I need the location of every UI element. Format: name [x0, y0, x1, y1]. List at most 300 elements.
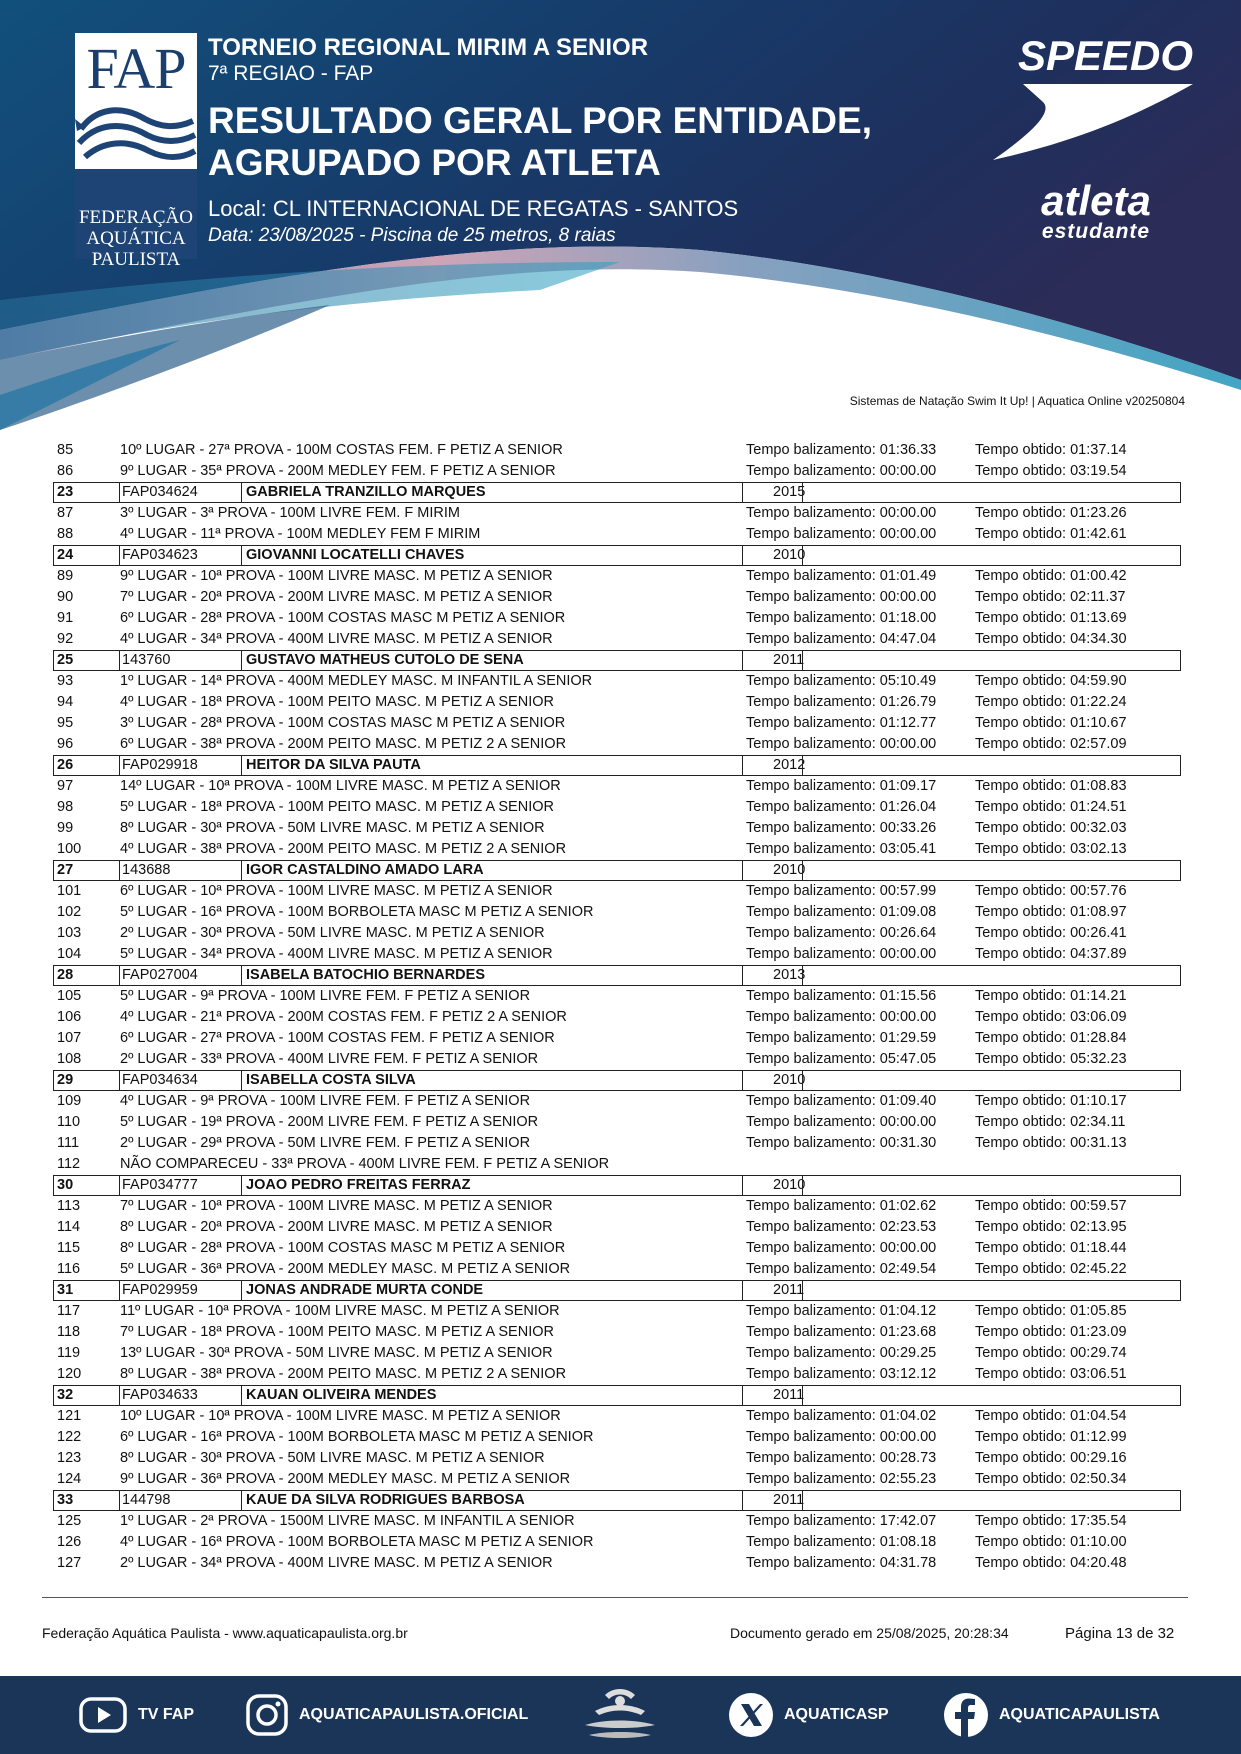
seed-time: Tempo balizamento: 04:31.78	[746, 1555, 937, 1571]
speedo-logo-text: SPEEDO	[1017, 32, 1193, 79]
seed-time: Tempo balizamento: 01:08.18	[746, 1534, 937, 1550]
result-number: 100	[57, 841, 82, 857]
result-number: 86	[57, 463, 74, 479]
athlete-row-spacer	[802, 1386, 803, 1405]
final-time: Tempo obtido: 01:00.42	[975, 568, 1127, 584]
result-row	[53, 1532, 1181, 1553]
tournament-name: TORNEIO REGIONAL MIRIM A SENIOR	[208, 34, 649, 61]
result-number: 117	[57, 1303, 81, 1319]
final-time: Tempo obtido: 01:22.24	[975, 694, 1127, 710]
seed-time: Tempo balizamento: 01:29.59	[746, 1030, 937, 1046]
result-row	[53, 944, 1181, 965]
result-row	[53, 1196, 1181, 1217]
x-twitter-icon	[728, 1692, 774, 1738]
result-number: 88	[57, 526, 74, 542]
athlete-number: 27	[57, 862, 74, 878]
result-number: 106	[57, 1009, 82, 1025]
result-description: 4º LUGAR - 21ª PROVA - 200M COSTAS FEM. F PETIZ 2 A SENIOR	[120, 1009, 567, 1025]
seed-time: Tempo balizamento: 01:15.56	[746, 988, 937, 1004]
result-number: 118	[57, 1324, 81, 1340]
athlete-header-row	[53, 1070, 1181, 1091]
final-time: Tempo obtido: 00:29.16	[975, 1450, 1127, 1466]
result-row	[53, 1133, 1181, 1154]
youtube-icon	[78, 1690, 128, 1740]
final-time: Tempo obtido: 01:23.09	[975, 1324, 1127, 1340]
speedo-boomerang-icon	[993, 32, 1203, 166]
athlete-registration: 143760	[119, 651, 170, 670]
result-description: 2º LUGAR - 33ª PROVA - 400M LIVRE FEM. F PETIZ A SENIOR	[120, 1051, 539, 1067]
result-row	[53, 1238, 1181, 1259]
result-row	[53, 818, 1181, 839]
result-description: 6º LUGAR - 38ª PROVA - 200M PEITO MASC. M PETIZ 2 A SENIOR	[120, 736, 567, 752]
seed-time: Tempo balizamento: 00:00.00	[746, 1009, 937, 1025]
seed-time: Tempo balizamento: 01:18.00	[746, 610, 937, 626]
athlete-header-row	[53, 965, 1181, 986]
seed-time: Tempo balizamento: 01:09.17	[746, 778, 937, 794]
fap-logo-subtitle	[75, 169, 197, 270]
result-description: 8º LUGAR - 30ª PROVA - 50M LIVRE MASC. M PETIZ A SENIOR	[120, 1450, 545, 1466]
result-number: 111	[57, 1135, 80, 1151]
result-description: 4º LUGAR - 11ª PROVA - 100M MEDLEY FEM F MIRIM	[120, 526, 481, 542]
report-title	[208, 100, 872, 184]
final-time: Tempo obtido: 00:26.41	[975, 925, 1127, 941]
result-row	[53, 1112, 1181, 1133]
athlete-header-row	[53, 1490, 1181, 1511]
result-number: 114	[57, 1219, 81, 1235]
athlete-header-row	[53, 482, 1181, 503]
athlete-row-spacer	[802, 1281, 803, 1300]
seed-time: Tempo balizamento: 01:02.62	[746, 1198, 937, 1214]
final-time: Tempo obtido: 02:57.09	[975, 736, 1127, 752]
result-row	[53, 1406, 1181, 1427]
seed-time: Tempo balizamento: 00:00.00	[746, 505, 937, 521]
seed-time: Tempo balizamento: 00:00.00	[746, 463, 937, 479]
athlete-birth-year: 2012	[742, 756, 802, 775]
final-time: Tempo obtido: 05:32.23	[975, 1051, 1127, 1067]
final-time: Tempo obtido: 01:28.84	[975, 1030, 1127, 1046]
result-number: 99	[57, 820, 74, 836]
result-row	[53, 881, 1181, 902]
result-number: 124	[57, 1471, 82, 1487]
athlete-birth-year: 2010	[742, 1071, 802, 1090]
result-number: 120	[57, 1366, 82, 1382]
athlete-number: 30	[57, 1177, 74, 1193]
final-time: Tempo obtido: 03:02.13	[975, 841, 1127, 857]
result-description: 7º LUGAR - 10ª PROVA - 100M LIVRE MASC. M PETIZ A SENIOR	[120, 1198, 553, 1214]
result-row	[53, 461, 1181, 482]
result-description: 4º LUGAR - 16ª PROVA - 100M BORBOLETA MASC M PETIZ A SENIOR	[120, 1534, 594, 1550]
social-youtube-label: TV FAP	[138, 1706, 195, 1723]
seed-time: Tempo balizamento: 00:57.99	[746, 883, 937, 899]
result-number: 110	[57, 1114, 81, 1130]
result-description: 7º LUGAR - 18ª PROVA - 100M PEITO MASC. M PETIZ A SENIOR	[120, 1324, 554, 1340]
result-row	[53, 440, 1181, 461]
result-description: 10º LUGAR - 27ª PROVA - 100M COSTAS FEM. F PETIZ A SENIOR	[120, 442, 563, 458]
result-row	[53, 524, 1181, 545]
final-time: Tempo obtido: 03:06.51	[975, 1366, 1127, 1382]
results-table	[53, 440, 1181, 1574]
software-version: Sistemas de Natação Swim It Up! | Aquatica Online v20250804	[849, 394, 1185, 408]
seed-time: Tempo balizamento: 01:23.68	[746, 1324, 937, 1340]
result-row	[53, 713, 1181, 734]
region-name: 7ª REGIAO - FAP	[208, 62, 374, 85]
athlete-registration: FAP034624	[119, 483, 198, 502]
result-row	[53, 839, 1181, 860]
final-time: Tempo obtido: 01:10.00	[975, 1534, 1127, 1550]
athlete-birth-year: 2011	[742, 1386, 802, 1405]
result-description: 6º LUGAR - 28ª PROVA - 100M COSTAS MASC M PETIZ A SENIOR	[120, 610, 566, 626]
result-description: 8º LUGAR - 38ª PROVA - 200M PEITO MASC. M PETIZ 2 A SENIOR	[120, 1366, 567, 1382]
seed-time: Tempo balizamento: 00:00.00	[746, 946, 937, 962]
athlete-name: ISABELA BATOCHIO BERNARDES	[241, 966, 742, 985]
social-youtube[interactable]	[78, 1676, 194, 1754]
result-number: 127	[57, 1555, 82, 1571]
seed-time: Tempo balizamento: 01:04.12	[746, 1303, 937, 1319]
seed-time: Tempo balizamento: 00:28.73	[746, 1450, 937, 1466]
athlete-birth-year: 2011	[742, 651, 802, 670]
athlete-name: JOAO PEDRO FREITAS FERRAZ	[241, 1176, 742, 1195]
result-row	[53, 1322, 1181, 1343]
athlete-number: 25	[57, 652, 74, 668]
result-number: 93	[57, 673, 74, 689]
result-number: 89	[57, 568, 74, 584]
final-time: Tempo obtido: 01:14.21	[975, 988, 1127, 1004]
athlete-number: 24	[57, 547, 74, 563]
seed-time: Tempo balizamento: 00:00.00	[746, 589, 937, 605]
fap-logo-text: FAP	[86, 36, 186, 101]
result-number: 109	[57, 1093, 82, 1109]
result-row	[53, 629, 1181, 650]
result-description: 10º LUGAR - 10ª PROVA - 100M LIVRE MASC. M PETIZ A SENIOR	[120, 1408, 561, 1424]
fap-logo	[75, 33, 197, 270]
result-number: 91	[57, 610, 74, 626]
athlete-header-row	[53, 545, 1181, 566]
seed-time: Tempo balizamento: 01:36.33	[746, 442, 937, 458]
final-time: Tempo obtido: 01:04.54	[975, 1408, 1127, 1424]
seed-time: Tempo balizamento: 01:09.08	[746, 904, 937, 920]
result-number: 94	[57, 694, 74, 710]
result-description: 8º LUGAR - 28ª PROVA - 100M COSTAS MASC M PETIZ A SENIOR	[120, 1240, 566, 1256]
result-number: 97	[57, 778, 74, 794]
athlete-registration: FAP029918	[119, 756, 198, 775]
final-time: Tempo obtido: 00:59.57	[975, 1198, 1127, 1214]
final-time: Tempo obtido: 01:12.99	[975, 1429, 1127, 1445]
athlete-birth-year: 2013	[742, 966, 802, 985]
result-number: 113	[57, 1198, 81, 1214]
seed-time: Tempo balizamento: 01:04.02	[746, 1408, 937, 1424]
athlete-number: 32	[57, 1387, 74, 1403]
athlete-birth-year: 2010	[742, 861, 802, 880]
report-title-line2: AGRUPADO POR ATLETA	[208, 142, 661, 183]
final-time: Tempo obtido: 01:18.44	[975, 1240, 1127, 1256]
result-row	[53, 923, 1181, 944]
social-instagram[interactable]	[245, 1676, 528, 1754]
final-time: Tempo obtido: 02:13.95	[975, 1219, 1127, 1235]
final-time: Tempo obtido: 04:59.90	[975, 673, 1127, 689]
result-number: 90	[57, 589, 74, 605]
result-row	[53, 1049, 1181, 1070]
athlete-name: KAUAN OLIVEIRA MENDES	[241, 1386, 742, 1405]
athlete-registration: FAP034633	[119, 1386, 198, 1405]
result-description: 5º LUGAR - 34ª PROVA - 400M LIVRE MASC. M PETIZ A SENIOR	[120, 946, 553, 962]
athlete-birth-year: 2015	[742, 483, 802, 502]
final-time: Tempo obtido: 17:35.54	[975, 1513, 1127, 1529]
seed-time: Tempo balizamento: 17:42.07	[746, 1513, 937, 1529]
final-time: Tempo obtido: 04:20.48	[975, 1555, 1127, 1571]
result-row	[53, 566, 1181, 587]
result-description: 1º LUGAR - 14ª PROVA - 400M MEDLEY MASC. M INFANTIL A SENIOR	[120, 673, 593, 689]
athlete-number: 29	[57, 1072, 74, 1088]
result-row	[53, 1154, 1181, 1175]
final-time: Tempo obtido: 03:19.54	[975, 463, 1127, 479]
final-time: Tempo obtido: 01:10.67	[975, 715, 1127, 731]
athlete-number: 33	[57, 1492, 74, 1508]
result-description: 5º LUGAR - 16ª PROVA - 100M BORBOLETA MASC M PETIZ A SENIOR	[120, 904, 594, 920]
athlete-row-spacer	[802, 1071, 803, 1090]
result-description: 4º LUGAR - 38ª PROVA - 200M PEITO MASC. M PETIZ 2 A SENIOR	[120, 841, 567, 857]
result-description: 9º LUGAR - 10ª PROVA - 100M LIVRE MASC. M PETIZ A SENIOR	[120, 568, 553, 584]
seed-time: Tempo balizamento: 00:00.00	[746, 1240, 937, 1256]
venue: Local: CL INTERNACIONAL DE REGATAS - SANTOS	[208, 196, 739, 221]
regiao-logo-icon	[575, 1685, 665, 1745]
result-description: 3º LUGAR - 3ª PROVA - 100M LIVRE FEM. F MIRIM	[120, 505, 460, 521]
athlete-header-row	[53, 650, 1181, 671]
atleta-logo-text: atleta	[1041, 177, 1151, 224]
result-row	[53, 1427, 1181, 1448]
result-description: 7º LUGAR - 20ª PROVA - 200M LIVRE MASC. M PETIZ A SENIOR	[120, 589, 553, 605]
athlete-birth-year: 2010	[742, 1176, 802, 1195]
social-bar	[0, 1676, 1241, 1754]
athlete-header-row	[53, 1385, 1181, 1406]
seed-time: Tempo balizamento: 01:26.79	[746, 694, 937, 710]
athlete-birth-year: 2010	[742, 546, 802, 565]
social-x[interactable]	[728, 1676, 889, 1754]
final-time: Tempo obtido: 00:29.74	[975, 1345, 1127, 1361]
final-time: Tempo obtido: 02:34.11	[975, 1114, 1126, 1130]
result-description: 2º LUGAR - 34ª PROVA - 400M LIVRE MASC. M PETIZ A SENIOR	[120, 1555, 553, 1571]
athlete-row-spacer	[802, 756, 803, 775]
social-facebook-label: AQUATICAPAULISTA	[999, 1706, 1160, 1723]
athlete-number: 23	[57, 484, 74, 500]
seed-time: Tempo balizamento: 02:55.23	[746, 1471, 937, 1487]
result-number: 126	[57, 1534, 82, 1550]
result-row	[53, 587, 1181, 608]
athlete-number: 31	[57, 1282, 74, 1298]
seed-time: Tempo balizamento: 05:47.05	[746, 1051, 937, 1067]
seed-time: Tempo balizamento: 00:00.00	[746, 526, 937, 542]
seed-time: Tempo balizamento: 00:00.00	[746, 736, 937, 752]
final-time: Tempo obtido: 04:34.30	[975, 631, 1127, 647]
result-number: 98	[57, 799, 74, 815]
result-number: 116	[57, 1261, 81, 1277]
social-instagram-label: AQUATICAPAULISTA.OFICIAL	[299, 1706, 529, 1723]
result-description: 2º LUGAR - 29ª PROVA - 50M LIVRE FEM. F PETIZ A SENIOR	[120, 1135, 531, 1151]
result-description: 4º LUGAR - 18ª PROVA - 100M PEITO MASC. M PETIZ A SENIOR	[120, 694, 554, 710]
athlete-header-row	[53, 1175, 1181, 1196]
result-description: 13º LUGAR - 30ª PROVA - 50M LIVRE MASC. M PETIZ A SENIOR	[120, 1345, 553, 1361]
seed-time: Tempo balizamento: 00:00.00	[746, 1429, 937, 1445]
final-time: Tempo obtido: 01:23.26	[975, 505, 1127, 521]
result-number: 103	[57, 925, 82, 941]
athlete-registration: 143688	[119, 861, 170, 880]
athlete-name: JONAS ANDRADE MURTA CONDE	[241, 1281, 742, 1300]
final-time: Tempo obtido: 01:13.69	[975, 610, 1127, 626]
athlete-name: IGOR CASTALDINO AMADO LARA	[241, 861, 742, 880]
seed-time: Tempo balizamento: 05:10.49	[746, 673, 937, 689]
athlete-registration: FAP034777	[119, 1176, 198, 1195]
seed-time: Tempo balizamento: 02:23.53	[746, 1219, 937, 1235]
result-row	[53, 1511, 1181, 1532]
result-number: 121	[57, 1408, 82, 1424]
result-description: 14º LUGAR - 10ª PROVA - 100M LIVRE MASC. M PETIZ A SENIOR	[120, 778, 561, 794]
athlete-row-spacer	[802, 483, 803, 502]
report-title-line1: RESULTADO GERAL POR ENTIDADE,	[208, 100, 872, 141]
final-time: Tempo obtido: 01:24.51	[975, 799, 1127, 815]
wave-icon	[75, 99, 197, 169]
seed-time: Tempo balizamento: 00:29.25	[746, 1345, 937, 1361]
athlete-header-row	[53, 1280, 1181, 1301]
result-number: 95	[57, 715, 74, 731]
result-row	[53, 1301, 1181, 1322]
athlete-name: ISABELLA COSTA SILVA	[241, 1071, 742, 1090]
result-row	[53, 1217, 1181, 1238]
result-description: NÃO COMPARECEU - 33ª PROVA - 400M LIVRE FEM. F PETIZ A SENIOR	[120, 1156, 610, 1172]
seed-time: Tempo balizamento: 01:09.40	[746, 1093, 937, 1109]
result-row	[53, 1448, 1181, 1469]
seed-time: Tempo balizamento: 00:33.26	[746, 820, 937, 836]
athlete-name: GUSTAVO MATHEUS CUTOLO DE SENA	[241, 651, 742, 670]
result-description: 11º LUGAR - 10ª PROVA - 100M LIVRE MASC. M PETIZ A SENIOR	[120, 1303, 560, 1319]
athlete-header-row	[53, 755, 1181, 776]
result-description: 5º LUGAR - 18ª PROVA - 100M PEITO MASC. M PETIZ A SENIOR	[120, 799, 554, 815]
result-number: 92	[57, 631, 74, 647]
result-description: 2º LUGAR - 30ª PROVA - 50M LIVRE MASC. M PETIZ A SENIOR	[120, 925, 545, 941]
final-time: Tempo obtido: 04:37.89	[975, 946, 1127, 962]
estudante-logo-text: estudante	[1041, 220, 1151, 243]
result-row	[53, 692, 1181, 713]
athlete-registration: 144798	[119, 1491, 170, 1510]
seed-time: Tempo balizamento: 00:26.64	[746, 925, 937, 941]
final-time: Tempo obtido: 01:42.61	[975, 526, 1127, 542]
result-number: 87	[57, 505, 74, 521]
final-time: Tempo obtido: 00:57.76	[975, 883, 1127, 899]
footer-generated-date: Documento gerado em 25/08/2025, 20:28:34	[730, 1625, 1009, 1641]
footer-organization: Federação Aquática Paulista - www.aquaticapaulista.org.br	[42, 1625, 408, 1641]
instagram-icon	[245, 1693, 289, 1737]
result-number: 122	[57, 1429, 82, 1445]
athlete-registration: FAP034634	[119, 1071, 198, 1090]
athlete-row-spacer	[802, 861, 803, 880]
social-x-label: AQUATICASP	[784, 1706, 889, 1723]
final-time: Tempo obtido: 01:37.14	[975, 442, 1127, 458]
social-facebook[interactable]	[943, 1676, 1160, 1754]
result-number: 102	[57, 904, 82, 920]
result-number: 104	[57, 946, 82, 962]
seed-time: Tempo balizamento: 01:01.49	[746, 568, 937, 584]
social-regiao	[575, 1676, 675, 1754]
athlete-number: 28	[57, 967, 74, 983]
result-row	[53, 1028, 1181, 1049]
athlete-name: GABRIELA TRANZILLO MARQUES	[241, 483, 742, 502]
footer-page-number: Página 13 de 32	[1065, 1625, 1175, 1642]
result-number: 107	[57, 1030, 82, 1046]
athlete-header-row	[53, 860, 1181, 881]
page-header	[0, 0, 1241, 440]
athlete-row-spacer	[802, 651, 803, 670]
result-row	[53, 1553, 1181, 1574]
athlete-row-spacer	[802, 1491, 803, 1510]
result-row	[53, 776, 1181, 797]
athlete-name: GIOVANNI LOCATELLI CHAVES	[241, 546, 742, 565]
result-row	[53, 1007, 1181, 1028]
athlete-row-spacer	[802, 966, 803, 985]
result-description: 9º LUGAR - 36ª PROVA - 200M MEDLEY MASC. M PETIZ A SENIOR	[120, 1471, 571, 1487]
result-description: 9º LUGAR - 35ª PROVA - 200M MEDLEY FEM. F PETIZ A SENIOR	[120, 463, 556, 479]
result-row	[53, 608, 1181, 629]
final-time: Tempo obtido: 00:32.03	[975, 820, 1127, 836]
result-number: 119	[57, 1345, 81, 1361]
fap-sub-1: FEDERAÇÃO	[78, 207, 193, 228]
result-description: 6º LUGAR - 27ª PROVA - 100M COSTAS FEM. F PETIZ A SENIOR	[120, 1030, 555, 1046]
athlete-name: KAUE DA SILVA RODRIGUES BARBOSA	[241, 1491, 742, 1510]
athlete-registration: FAP027004	[119, 966, 198, 985]
result-number: 108	[57, 1051, 82, 1067]
seed-time: Tempo balizamento: 03:12.12	[746, 1366, 937, 1382]
result-row	[53, 797, 1181, 818]
result-description: 5º LUGAR - 36ª PROVA - 200M MEDLEY MASC. M PETIZ A SENIOR	[120, 1261, 571, 1277]
result-number: 115	[57, 1240, 81, 1256]
fap-sub-2: AQUÁTICA	[86, 228, 186, 249]
result-description: 6º LUGAR - 10ª PROVA - 100M LIVRE MASC. M PETIZ A SENIOR	[120, 883, 553, 899]
atleta-estudante-logo	[1016, 177, 1176, 243]
result-description: 1º LUGAR - 2ª PROVA - 1500M LIVRE MASC. M INFANTIL A SENIOR	[120, 1513, 575, 1529]
seed-time: Tempo balizamento: 00:31.30	[746, 1135, 937, 1151]
result-row	[53, 671, 1181, 692]
final-time: Tempo obtido: 02:45.22	[975, 1261, 1127, 1277]
facebook-icon	[943, 1692, 989, 1738]
final-time: Tempo obtido: 03:06.09	[975, 1009, 1127, 1025]
result-description: 3º LUGAR - 28ª PROVA - 100M COSTAS MASC M PETIZ A SENIOR	[120, 715, 566, 731]
final-time: Tempo obtido: 01:10.17	[975, 1093, 1127, 1109]
footer-divider	[42, 1597, 1188, 1598]
result-description: 4º LUGAR - 34ª PROVA - 400M LIVRE MASC. M PETIZ A SENIOR	[120, 631, 553, 647]
seed-time: Tempo balizamento: 01:26.04	[746, 799, 937, 815]
result-number: 112	[57, 1156, 81, 1172]
result-description: 4º LUGAR - 9ª PROVA - 100M LIVRE FEM. F PETIZ A SENIOR	[120, 1093, 531, 1109]
result-row	[53, 1259, 1181, 1280]
athlete-birth-year: 2011	[742, 1491, 802, 1510]
athlete-registration: FAP034623	[119, 546, 198, 565]
result-row	[53, 734, 1181, 755]
result-description: 5º LUGAR - 9ª PROVA - 100M LIVRE FEM. F PETIZ A SENIOR	[120, 988, 531, 1004]
result-number: 125	[57, 1513, 82, 1529]
result-description: 6º LUGAR - 16ª PROVA - 100M BORBOLETA MASC M PETIZ A SENIOR	[120, 1429, 594, 1445]
result-row	[53, 1364, 1181, 1385]
result-number: 123	[57, 1450, 82, 1466]
result-number: 101	[57, 883, 82, 899]
final-time: Tempo obtido: 01:08.83	[975, 778, 1127, 794]
final-time: Tempo obtido: 01:08.97	[975, 904, 1127, 920]
result-row	[53, 1091, 1181, 1112]
result-description: 8º LUGAR - 30ª PROVA - 50M LIVRE MASC. M PETIZ A SENIOR	[120, 820, 545, 836]
speedo-logo	[993, 32, 1203, 166]
final-time: Tempo obtido: 01:05.85	[975, 1303, 1127, 1319]
final-time: Tempo obtido: 00:31.13	[975, 1135, 1127, 1151]
result-description: 5º LUGAR - 19ª PROVA - 200M LIVRE FEM. F PETIZ A SENIOR	[120, 1114, 539, 1130]
athlete-row-spacer	[802, 1176, 803, 1195]
result-row	[53, 1469, 1181, 1490]
seed-time: Tempo balizamento: 00:00.00	[746, 1114, 937, 1130]
